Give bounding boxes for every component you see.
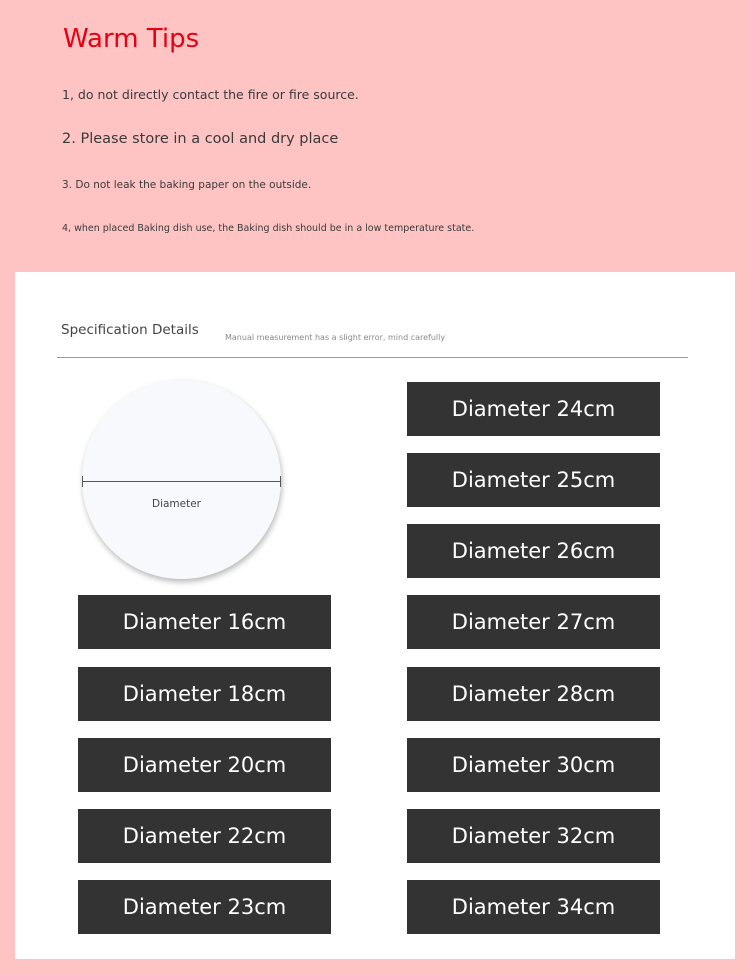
- size-option-26cm[interactable]: Diameter 26cm: [407, 524, 660, 578]
- spec-title: Specification Details: [61, 322, 199, 338]
- size-option-34cm[interactable]: Diameter 34cm: [407, 880, 660, 934]
- size-option-32cm[interactable]: Diameter 32cm: [407, 809, 660, 863]
- spec-divider: [57, 357, 688, 358]
- warm-tips-title: Warm Tips: [63, 24, 200, 54]
- diameter-label: Diameter: [151, 498, 202, 510]
- size-option-22cm[interactable]: Diameter 22cm: [78, 809, 331, 863]
- size-option-20cm[interactable]: Diameter 20cm: [78, 738, 331, 792]
- size-option-25cm[interactable]: Diameter 25cm: [407, 453, 660, 507]
- diameter-tick-left: [82, 476, 83, 487]
- tip-item-4: 4, when placed Baking dish use, the Baking dish should be in a low temperature state.: [62, 223, 475, 234]
- diameter-line: [82, 481, 281, 482]
- size-option-16cm[interactable]: Diameter 16cm: [78, 595, 331, 649]
- size-option-24cm[interactable]: Diameter 24cm: [407, 382, 660, 436]
- size-option-28cm[interactable]: Diameter 28cm: [407, 667, 660, 721]
- size-option-30cm[interactable]: Diameter 30cm: [407, 738, 660, 792]
- plate-diagram: [82, 380, 281, 579]
- spec-note: Manual measurement has a slight error, mind carefully: [225, 333, 446, 342]
- size-option-27cm[interactable]: Diameter 27cm: [407, 595, 660, 649]
- size-option-18cm[interactable]: Diameter 18cm: [78, 667, 331, 721]
- diameter-tick-right: [280, 476, 281, 487]
- tip-item-2: 2. Please store in a cool and dry place: [62, 131, 339, 147]
- size-option-23cm[interactable]: Diameter 23cm: [78, 880, 331, 934]
- specification-panel: [15, 272, 735, 959]
- tip-item-3: 3. Do not leak the baking paper on the outside.: [62, 179, 312, 191]
- tip-item-1: 1, do not directly contact the fire or fire source.: [62, 87, 359, 102]
